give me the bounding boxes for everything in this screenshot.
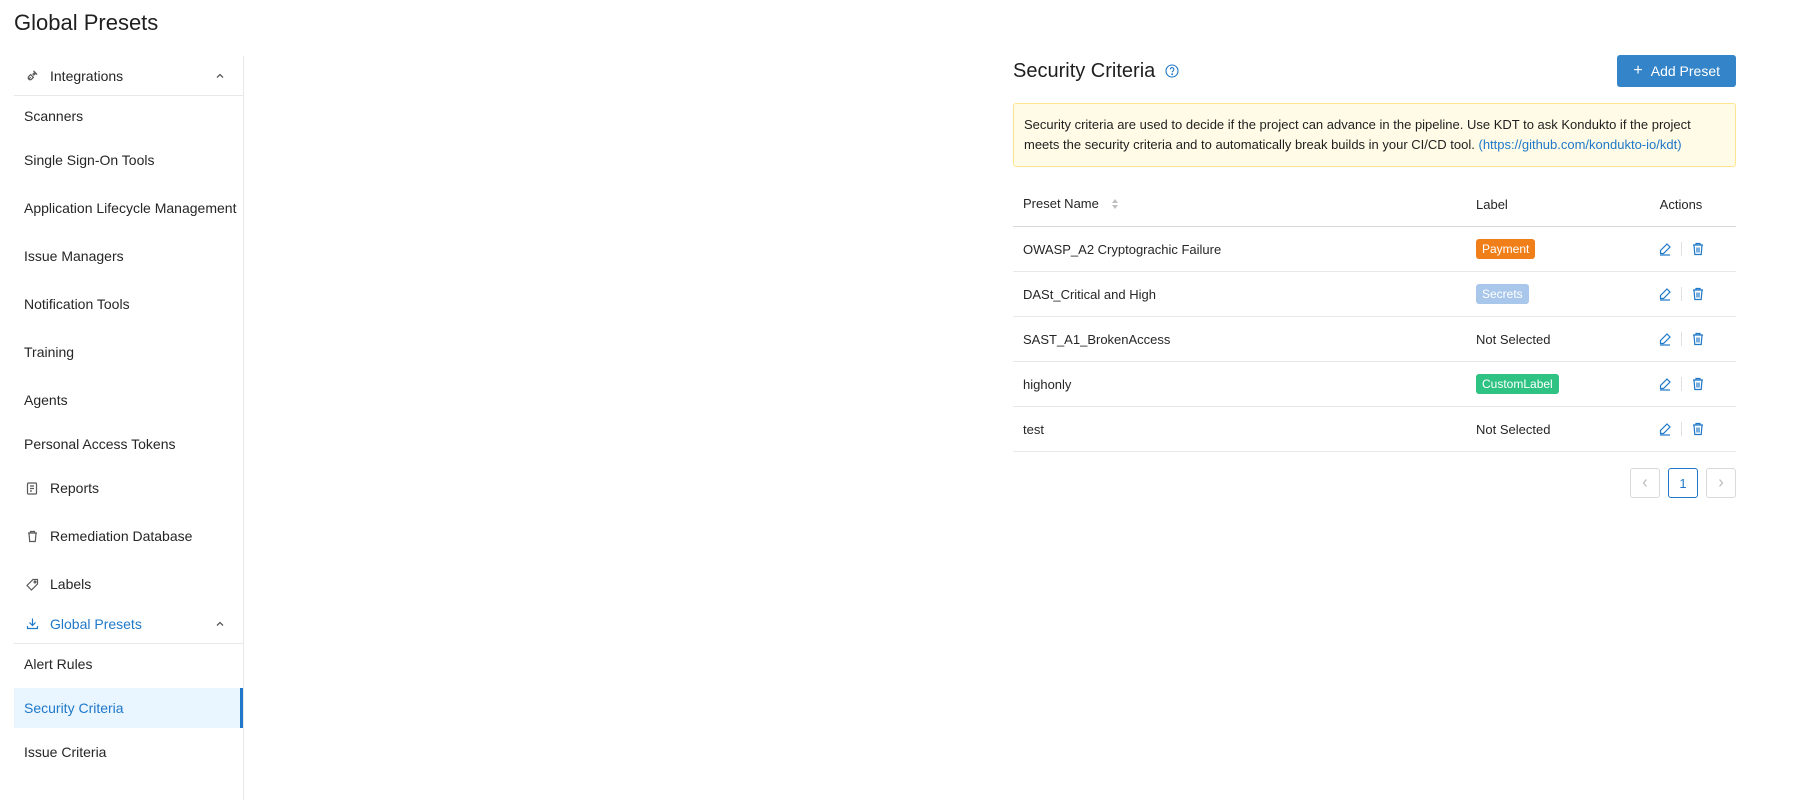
sidebar-item-alert-rules[interactable]: Alert Rules xyxy=(24,656,93,672)
add-preset-label: Add Preset xyxy=(1650,63,1720,79)
column-header-label-col: Label xyxy=(1466,183,1626,227)
edit-icon[interactable] xyxy=(1655,374,1675,394)
sidebar-item-remediation-database[interactable] xyxy=(14,512,243,560)
sidebar-item-issue-criteria[interactable]: Issue Criteria xyxy=(24,744,107,760)
add-preset-button[interactable] xyxy=(1617,55,1736,87)
preset-name: test xyxy=(1013,407,1466,452)
plug-icon xyxy=(24,68,40,84)
column-header-label: Preset Name xyxy=(1023,196,1099,212)
next-page-button[interactable] xyxy=(1706,468,1736,498)
tag-icon xyxy=(24,576,40,592)
pagination xyxy=(1013,468,1736,498)
sidebar-item-label: Remediation Database xyxy=(50,528,193,544)
sidebar-group-label: Global Presets xyxy=(50,615,142,632)
delete-icon[interactable] xyxy=(1688,374,1708,394)
preset-name: highonly xyxy=(1013,362,1466,407)
table-row xyxy=(1013,362,1736,407)
sidebar-item-personal-access-tokens[interactable]: Personal Access Tokens xyxy=(24,436,176,452)
sidebar-group-global-presets[interactable] xyxy=(14,604,243,644)
table-row xyxy=(1013,317,1736,362)
sidebar-item-label: Reports xyxy=(50,480,100,496)
actions-cell xyxy=(1626,362,1736,407)
sidebar-item-scanners[interactable]: Scanners xyxy=(24,108,84,124)
sidebar-item-agents[interactable]: Agents xyxy=(24,392,68,408)
table-header-row xyxy=(1013,183,1736,227)
delete-icon[interactable] xyxy=(1688,284,1708,304)
sort-icon[interactable] xyxy=(1111,198,1119,213)
chevron-up-icon xyxy=(215,68,225,84)
actions-cell xyxy=(1626,317,1736,362)
prev-page-button[interactable] xyxy=(1630,468,1660,498)
table-row xyxy=(1013,227,1736,272)
section-title-wrap xyxy=(1013,60,1179,83)
delete-icon[interactable] xyxy=(1688,419,1708,439)
chevron-up-icon xyxy=(215,616,225,632)
label-tag-payment: Payment xyxy=(1476,239,1535,259)
preset-name: OWASP_A2 Cryptograchic Failure xyxy=(1013,227,1466,272)
sidebar-item-label: Labels xyxy=(50,576,92,592)
section-title: Security Criteria xyxy=(1013,59,1156,82)
download-icon xyxy=(24,616,40,632)
delete-icon[interactable] xyxy=(1688,329,1708,349)
sidebar-item-issue-managers[interactable]: Issue Managers xyxy=(24,248,124,264)
table-row xyxy=(1013,272,1736,317)
label-tag-secrets: Secrets xyxy=(1476,284,1529,304)
sidebar-item-sso-tools[interactable]: Single Sign-On Tools xyxy=(24,152,155,168)
label-cell: Not Selected xyxy=(1466,407,1626,452)
preset-name: SAST_A1_BrokenAccess xyxy=(1013,317,1466,362)
sidebar-item-labels[interactable] xyxy=(14,560,243,608)
sidebar-item-alm[interactable]: Application Lifecycle Management xyxy=(24,200,237,216)
page-button-current[interactable]: 1 xyxy=(1668,468,1698,498)
column-header-preset-name[interactable] xyxy=(1013,183,1466,227)
trash-bin-icon xyxy=(24,528,40,544)
delete-icon[interactable] xyxy=(1688,239,1708,259)
chevron-left-icon xyxy=(1641,478,1649,488)
sidebar xyxy=(14,56,244,800)
sidebar-item-training[interactable]: Training xyxy=(24,344,75,360)
actions-cell xyxy=(1626,407,1736,452)
plus-icon: + xyxy=(1633,62,1643,79)
column-header-actions: Actions xyxy=(1626,183,1736,227)
edit-icon[interactable] xyxy=(1655,329,1675,349)
edit-icon[interactable] xyxy=(1655,284,1675,304)
question-circle-icon[interactable] xyxy=(1165,64,1179,78)
actions-cell xyxy=(1626,272,1736,317)
chevron-right-icon xyxy=(1717,478,1725,488)
sidebar-item-reports[interactable] xyxy=(14,464,243,512)
label-tag-customlabel: CustomLabel xyxy=(1476,374,1559,394)
sidebar-group-label: Integrations xyxy=(50,67,124,84)
info-alert xyxy=(1013,103,1736,167)
sidebar-item-security-criteria[interactable]: Security Criteria xyxy=(14,688,243,728)
edit-icon[interactable] xyxy=(1655,419,1675,439)
label-cell xyxy=(1466,227,1626,272)
section-header xyxy=(1013,55,1736,87)
edit-icon[interactable] xyxy=(1655,239,1675,259)
actions-cell xyxy=(1626,227,1736,272)
alert-text: Security criteria are used to decide if the project can advance in the pipeline. Use KDT to ask Kondukto if the project meets the security criteria and to automatically break builds in your CI/CD tool. xyxy=(1024,117,1691,152)
preset-name: DASt_Critical and High xyxy=(1013,272,1466,317)
sidebar-item-notification-tools[interactable]: Notification Tools xyxy=(24,296,130,312)
label-cell xyxy=(1466,272,1626,317)
presets-table xyxy=(1013,183,1736,452)
report-icon xyxy=(24,480,40,496)
label-cell: Not Selected xyxy=(1466,317,1626,362)
label-cell xyxy=(1466,362,1626,407)
main-content xyxy=(1013,55,1736,498)
sidebar-group-integrations[interactable] xyxy=(14,56,243,96)
table-row xyxy=(1013,407,1736,452)
kdt-link[interactable]: (https://github.com/kondukto-io/kdt) xyxy=(1478,137,1682,152)
page-title: Global Presets xyxy=(14,10,159,35)
